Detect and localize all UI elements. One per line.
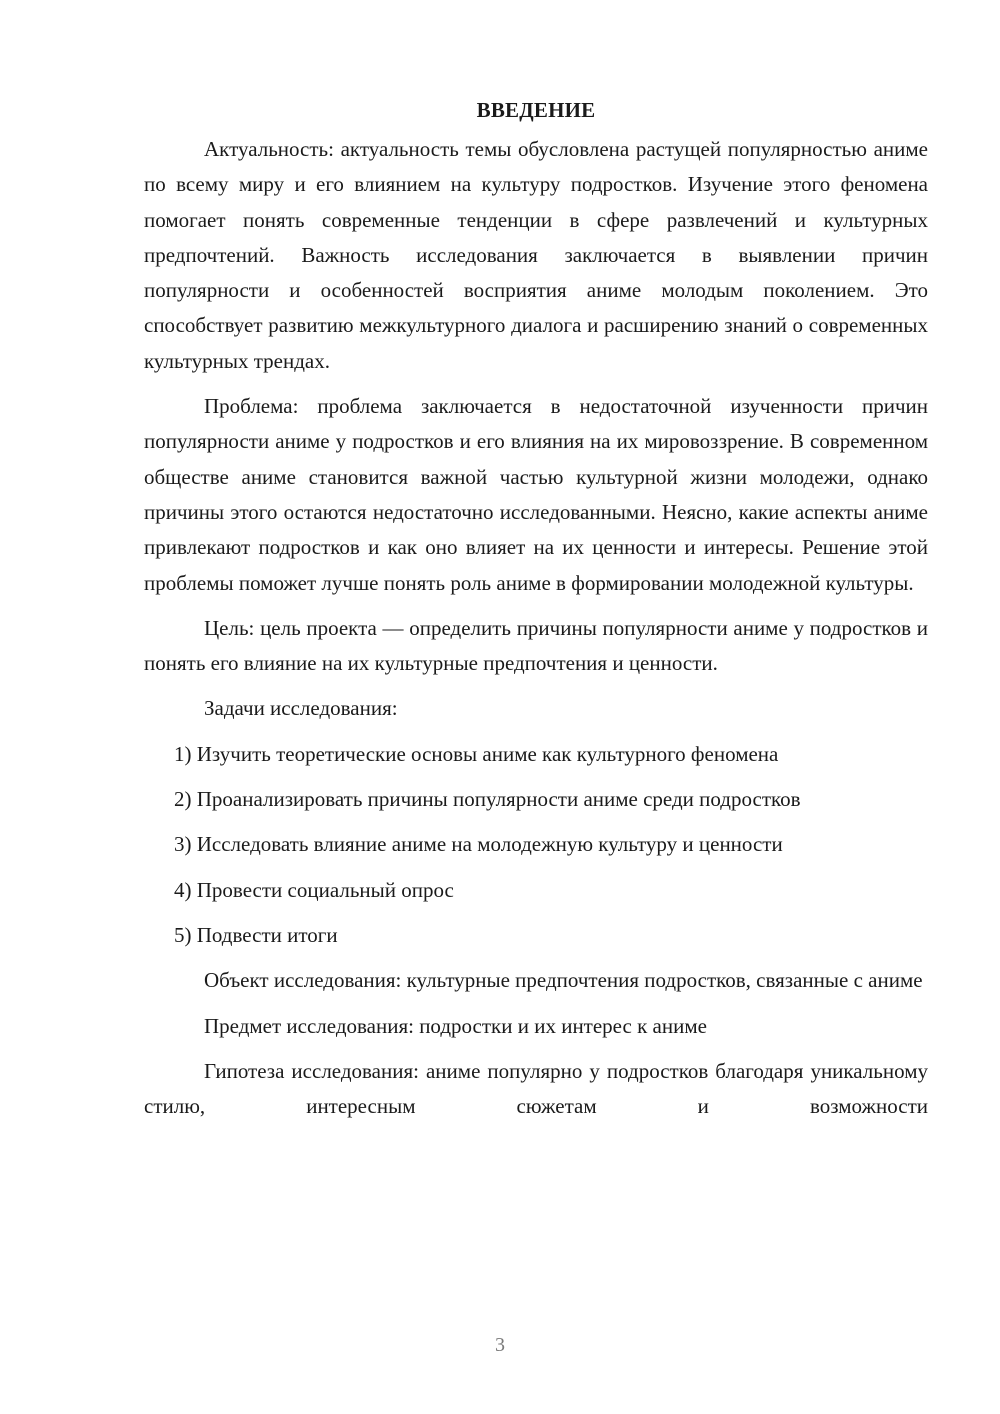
- task-list-item: 1) Изучить теоретические основы аниме как культурного феномена: [174, 741, 779, 766]
- page-number: 3: [495, 1334, 505, 1356]
- subject-paragraph: Предмет исследования: подростки и их интерес к аниме: [204, 1013, 707, 1038]
- problem-paragraph: Проблема: проблема заключается в недостаточной изученности причин популярности аниме у подростков и его влияния на их мировоззрение. В современном обществе аниме становится важной частью культурной жизни молодежи, однако причины этого остаются недостаточно исследованными. Неясно, какие аспекты аниме привлекают подростков и как оно влияет на их ценности и интересы. Решение этой проблемы поможет лучше понять роль аниме в формировании молодежной культуры.: [144, 394, 928, 595]
- relevance-paragraph: Актуальность: актуальность темы обусловлена растущей популярностью аниме по всему миру и его влиянием на культуру подростков. Изучение этого феномена помогает понять современные тенденции в сфере развлечений и культурных предпочтений. Важность исследования заключается в выявлении причин популярности и особенностей восприятия аниме молодым поколением. Это способствует развитию межкультурного диалога и расширению знаний о современных культурных трендах.: [144, 137, 928, 373]
- task-list-item: 3) Исследовать влияние аниме на молодежную культуру и ценности: [174, 832, 783, 857]
- task-list-item: 5) Подвести итоги: [174, 922, 338, 947]
- hypothesis-paragraph: Гипотеза исследования: аниме популярно у подростков благодаря уникальному стилю, интересным сюжетам и возможности: [144, 1058, 928, 1119]
- tasks-title: Задачи исследования:: [204, 696, 398, 721]
- task-list-item: 2) Проанализировать причины популярности аниме среди подростков: [174, 787, 801, 812]
- object-paragraph: Объект исследования: культурные предпочтения подростков, связанные с аниме: [204, 968, 923, 993]
- task-list-item: 4) Провести социальный опрос: [174, 877, 454, 902]
- section-heading: ВВЕДЕНИЕ: [476, 98, 596, 122]
- goal-paragraph: Цель: цель проекта — определить причины популярности аниме у подростков и понять его влияние на их культурные предпочтения и ценности.: [144, 615, 928, 676]
- document-page: [144, 92, 928, 1124]
